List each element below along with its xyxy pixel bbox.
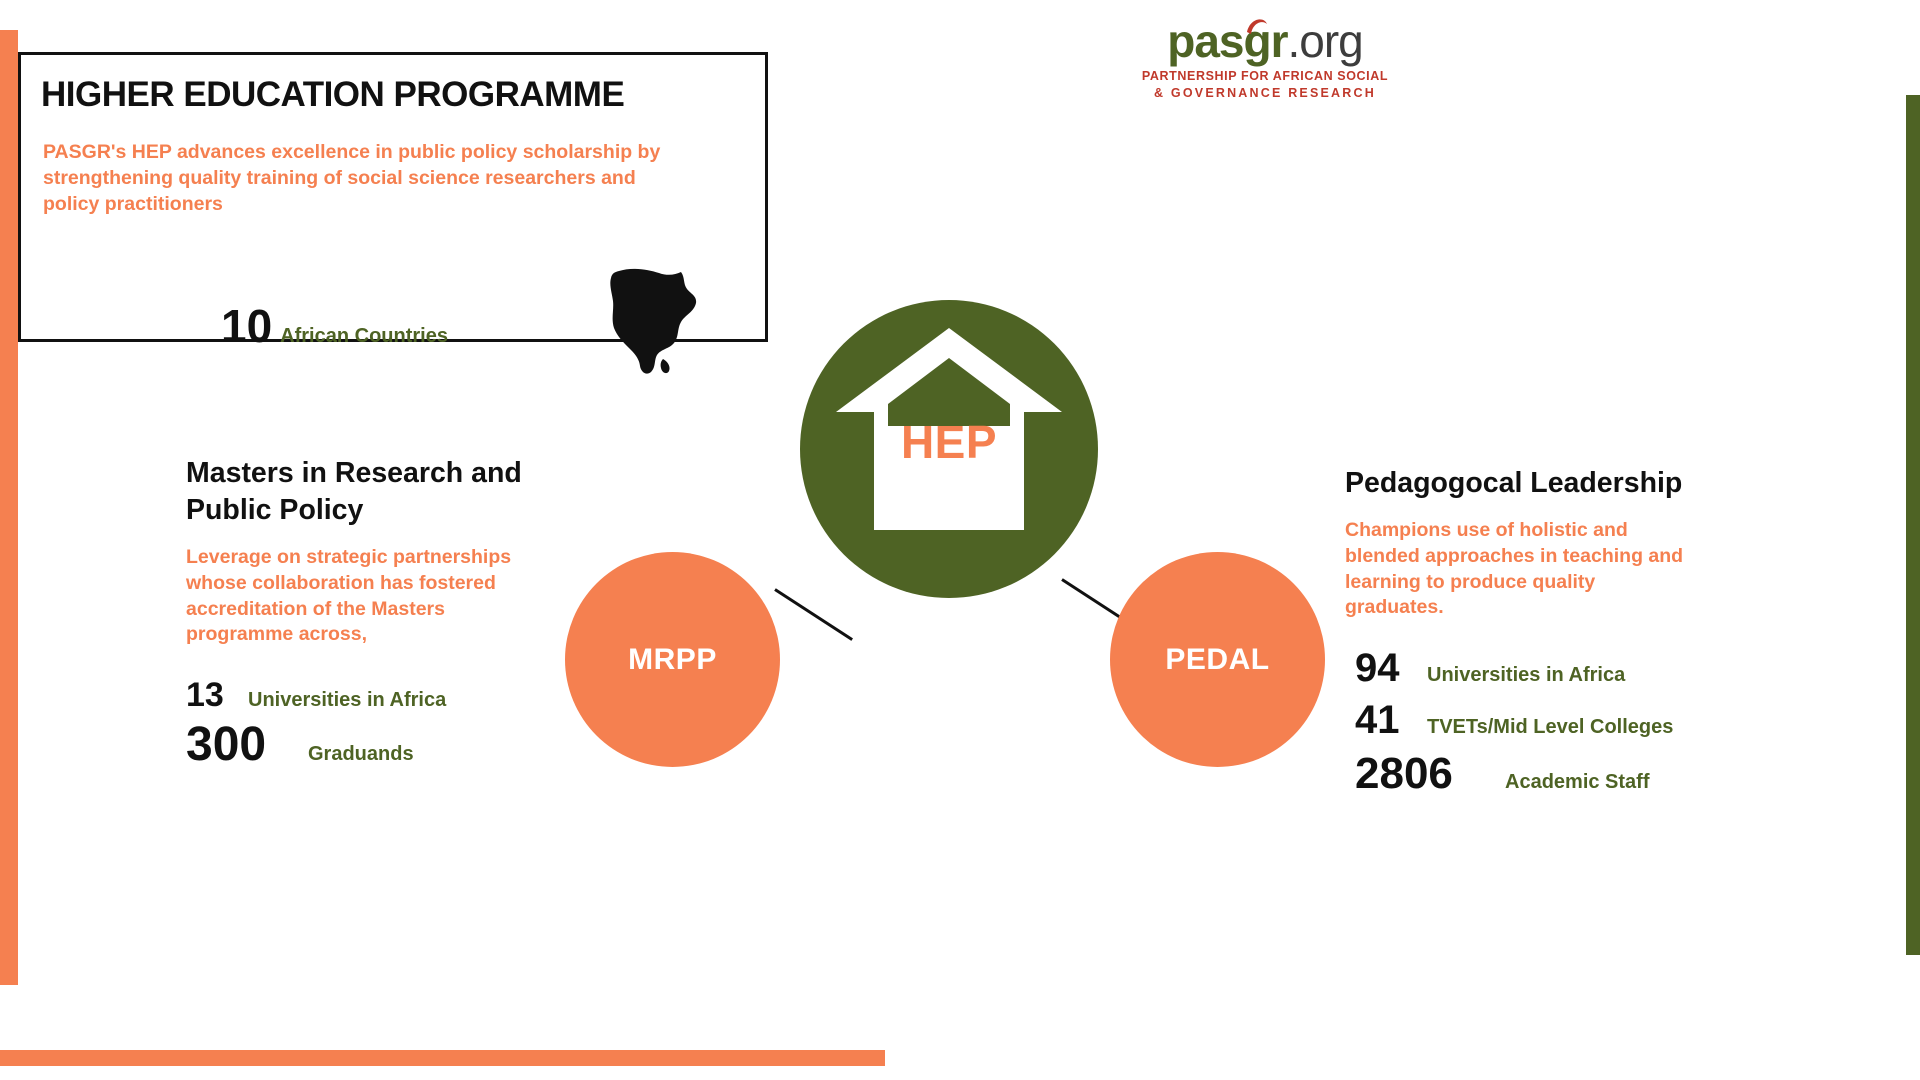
- pedal-stat-row: [1355, 748, 1785, 798]
- pedal-description: Champions use of holistic and blended approaches in teaching and learning to produce quality graduates.: [1345, 519, 1684, 619]
- mrpp-stat-row: [186, 678, 546, 714]
- pedal-stat-row: [1355, 647, 1785, 689]
- programme-header-box: [18, 52, 768, 352]
- logo-swoosh-icon: [1244, 14, 1270, 40]
- pedal-stat-number: 2806: [1355, 748, 1453, 798]
- header-stat: [221, 300, 448, 352]
- header-stat-label: African Countries: [280, 325, 448, 347]
- bottom-accent-bar: [0, 1050, 885, 1066]
- pedal-node-circle: [1110, 552, 1325, 767]
- logo-text-pas: pas: [1167, 15, 1244, 67]
- left-accent-bar: [0, 30, 18, 985]
- page-title: HIGHER EDUCATION PROGRAMME: [41, 75, 625, 114]
- logo-tagline: [1130, 68, 1400, 102]
- pedal-stats: [1355, 647, 1785, 797]
- africa-map-icon: [601, 263, 711, 378]
- header-stat-number: 10: [221, 300, 273, 352]
- mrpp-stat-row: [186, 717, 546, 771]
- pedal-title: Pedagogocal Leadership: [1345, 467, 1683, 499]
- mrpp-stat-label: Universities in Africa: [248, 689, 447, 712]
- programme-description: PASGR's HEP advances excellence in public policy scholarship by strengthening quality training of social science researchers and policy practitioners: [43, 141, 661, 216]
- pedal-details: [1345, 465, 1785, 797]
- logo-text-g: g: [1243, 15, 1271, 67]
- logo-text-r: r: [1270, 15, 1288, 67]
- logo-wordmark: [1130, 15, 1400, 67]
- logo-tagline-line1: PARTNERSHIP FOR AFRICAN SOCIAL: [1141, 69, 1389, 83]
- mrpp-stat-number: 300: [186, 717, 267, 771]
- pasgr-logo: [1130, 15, 1400, 102]
- pedal-node-label: PEDAL: [1165, 642, 1270, 676]
- hep-node-label: HEP: [900, 416, 998, 468]
- mrpp-node-circle: [565, 552, 780, 767]
- logo-text-tld: .org: [1287, 15, 1363, 67]
- pedal-stat-label: TVETs/Mid Level Colleges: [1427, 715, 1674, 738]
- mrpp-stat-number: 13: [186, 676, 224, 715]
- pedal-stat-label: Universities in Africa: [1427, 663, 1626, 686]
- pedal-stat-number: 94: [1355, 645, 1400, 690]
- logo-tagline-line2: & GOVERNANCE RESEARCH: [1154, 85, 1376, 100]
- mrpp-title: Masters in Research and Public Policy: [186, 457, 522, 527]
- mrpp-stat-label: Graduands: [308, 742, 414, 765]
- mrpp-stats: [186, 678, 546, 770]
- mrpp-details: [186, 455, 546, 770]
- mrpp-node-label: MRPP: [628, 642, 717, 676]
- pedal-stat-number: 41: [1355, 697, 1400, 742]
- mrpp-description: Leverage on strategic partnerships whose collaboration has fostered accreditation of the Masters programme across,: [186, 546, 512, 646]
- pedal-stat-label: Academic Staff: [1505, 770, 1650, 793]
- pedal-stat-row: [1355, 699, 1785, 741]
- right-accent-bar: [1906, 95, 1920, 955]
